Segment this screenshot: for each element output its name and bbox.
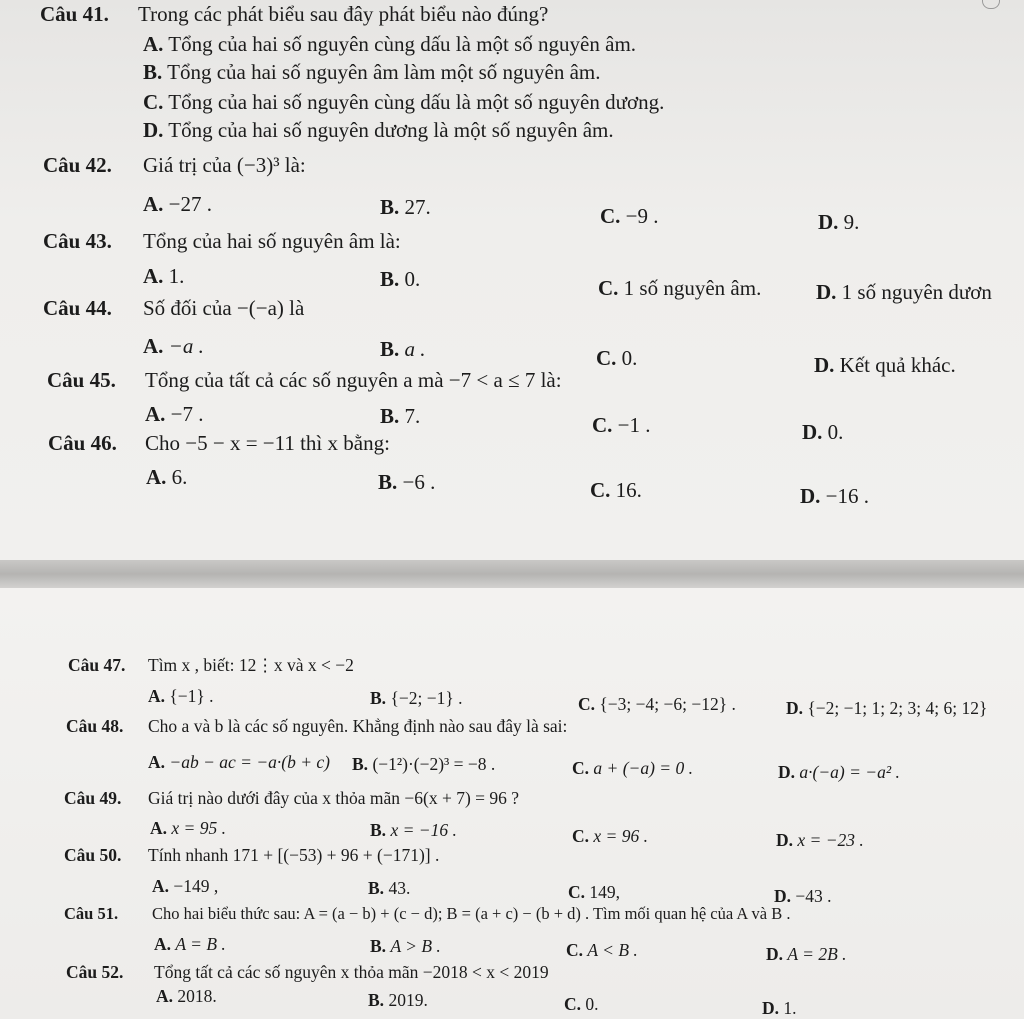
option-51-a: A. A = B . [154,934,226,954]
option-45-b: B. 7. [380,404,421,428]
option-50-c: C. 149, [568,882,621,902]
option-52-b: B. 2019. [368,990,428,1010]
question-45 [47,368,562,393]
question-44 [43,296,304,321]
option-47-d: D. {−2; −1; 1; 2; 3; 4; 6; 12} [786,698,988,718]
option-49-c: C. x = 96 . [572,826,648,846]
question-stem: Tổng của tất cả các số nguyên a mà −7 < a ≤ 7 là: [145,368,562,392]
option-42-b: B. 27. [380,195,431,219]
option-48-c: C. a + (−a) = 0 . [572,758,693,778]
option-44-b: B. a . [380,337,426,361]
question-stem: Tổng tất cả các số nguyên x thỏa mãn −2018 < x < 2019 [154,962,549,982]
option-50-a: A. −149 , [152,876,219,896]
question-stem: Cho −5 − x = −11 thì x bằng: [145,431,390,455]
option-52-d: D. 1. [762,998,797,1018]
option-51-c: C. A < B . [566,940,638,960]
option-52-c: C. 0. [564,994,599,1014]
question-41 [40,2,548,27]
option-51-d: D. A = 2B . [766,944,847,964]
option-44-d: D. Kết quả khác. [814,353,956,377]
question-number: Câu 44. [43,296,112,320]
question-stem: Cho hai biểu thức sau: A = (a − b) + (c − d); B = (a + c) − (b + d) . Tìm mối quan hệ của A và B . [152,904,791,923]
option-41-b: B. Tổng của hai số nguyên âm làm một số nguyên âm. [143,60,601,84]
option-47-a: A. {−1} . [148,686,214,706]
question-number: Câu 49. [64,788,122,808]
question-number: Câu 43. [43,229,112,253]
option-47-c: C. {−3; −4; −6; −12} . [578,694,736,714]
question-52 [66,962,549,983]
option-44-c: C. 0. [596,346,638,370]
question-stem: Cho a và b là các số nguyên. Khẳng định nào sau đây là sai: [148,716,568,736]
option-46-d: D. −16 . [800,484,870,508]
question-number: Câu 48. [66,716,124,736]
question-number: Câu 47. [68,655,126,675]
question-51 [64,904,790,924]
option-42-d: D. 9. [818,210,860,234]
option-43-d: D. 1 số nguyên dươn [816,280,992,304]
question-47 [68,655,354,676]
option-45-d: D. 0. [802,420,844,444]
option-42-c: C. −9 . [600,204,659,228]
option-48-a: A. −ab − ac = −a·(b + c) [148,752,331,772]
corner-curve-icon [982,0,1000,9]
option-50-d: D. −43 . [774,886,832,906]
question-number: Câu 52. [66,962,124,982]
option-45-c: C. −1 . [592,413,651,437]
question-49 [64,788,519,809]
question-number: Câu 50. [64,845,122,865]
option-41-a: A. Tổng của hai số nguyên cùng dấu là một số nguyên âm. [143,32,637,56]
question-46 [48,431,390,456]
question-number: Câu 46. [48,431,117,455]
option-41-c: C. Tổng của hai số nguyên cùng dấu là một số nguyên dương. [143,90,665,114]
question-42 [43,153,306,178]
option-46-c: C. 16. [590,478,642,502]
option-50-b: B. 43. [368,878,411,898]
option-42-a: A. −27 . [143,192,213,216]
option-44-a: A. −a . [143,334,204,358]
option-49-b: B. x = −16 . [370,820,457,840]
question-number: Câu 51. [64,904,119,923]
question-stem: Tính nhanh 171 + [(−53) + 96 + (−171)] . [148,845,440,865]
question-stem: Giá trị nào dưới đây của x thỏa mãn −6(x + 7) = 96 ? [148,788,520,808]
option-43-b: B. 0. [380,267,421,291]
option-43-c: C. 1 số nguyên âm. [598,276,762,300]
option-52-a: A. 2018. [156,986,217,1006]
option-46-a: A. 6. [146,465,188,489]
option-43-a: A. 1. [143,264,185,288]
question-number: Câu 41. [40,2,109,26]
question-stem: Tổng của hai số nguyên âm là: [143,229,401,253]
option-47-b: B. {−2; −1} . [370,688,463,708]
option-48-b: B. (−1²)·(−2)³ = −8 . [352,754,496,774]
question-stem: Giá trị của (−3)³ là: [143,153,306,177]
question-50 [64,845,439,866]
option-48-d: D. a·(−a) = −a² . [778,762,900,782]
question-number: Câu 42. [43,153,112,177]
option-49-a: A. x = 95 . [150,818,226,838]
question-number: Câu 45. [47,368,116,392]
option-45-a: A. −7 . [145,402,204,426]
option-51-b: B. A > B . [370,936,441,956]
question-48 [66,716,567,737]
option-41-d: D. Tổng của hai số nguyên dương là một số nguyên âm. [143,118,614,142]
option-49-d: D. x = −23 . [776,830,864,850]
question-stem: Tìm x , biết: 12⋮x và x < −2 [148,655,354,675]
page-divider [0,560,1024,588]
option-46-b: B. −6 . [378,470,436,494]
question-stem: Trong các phát biểu sau đây phát biểu nào đúng? [138,2,549,26]
question-stem: Số đối của −(−a) là [143,296,305,320]
question-43 [43,229,401,254]
